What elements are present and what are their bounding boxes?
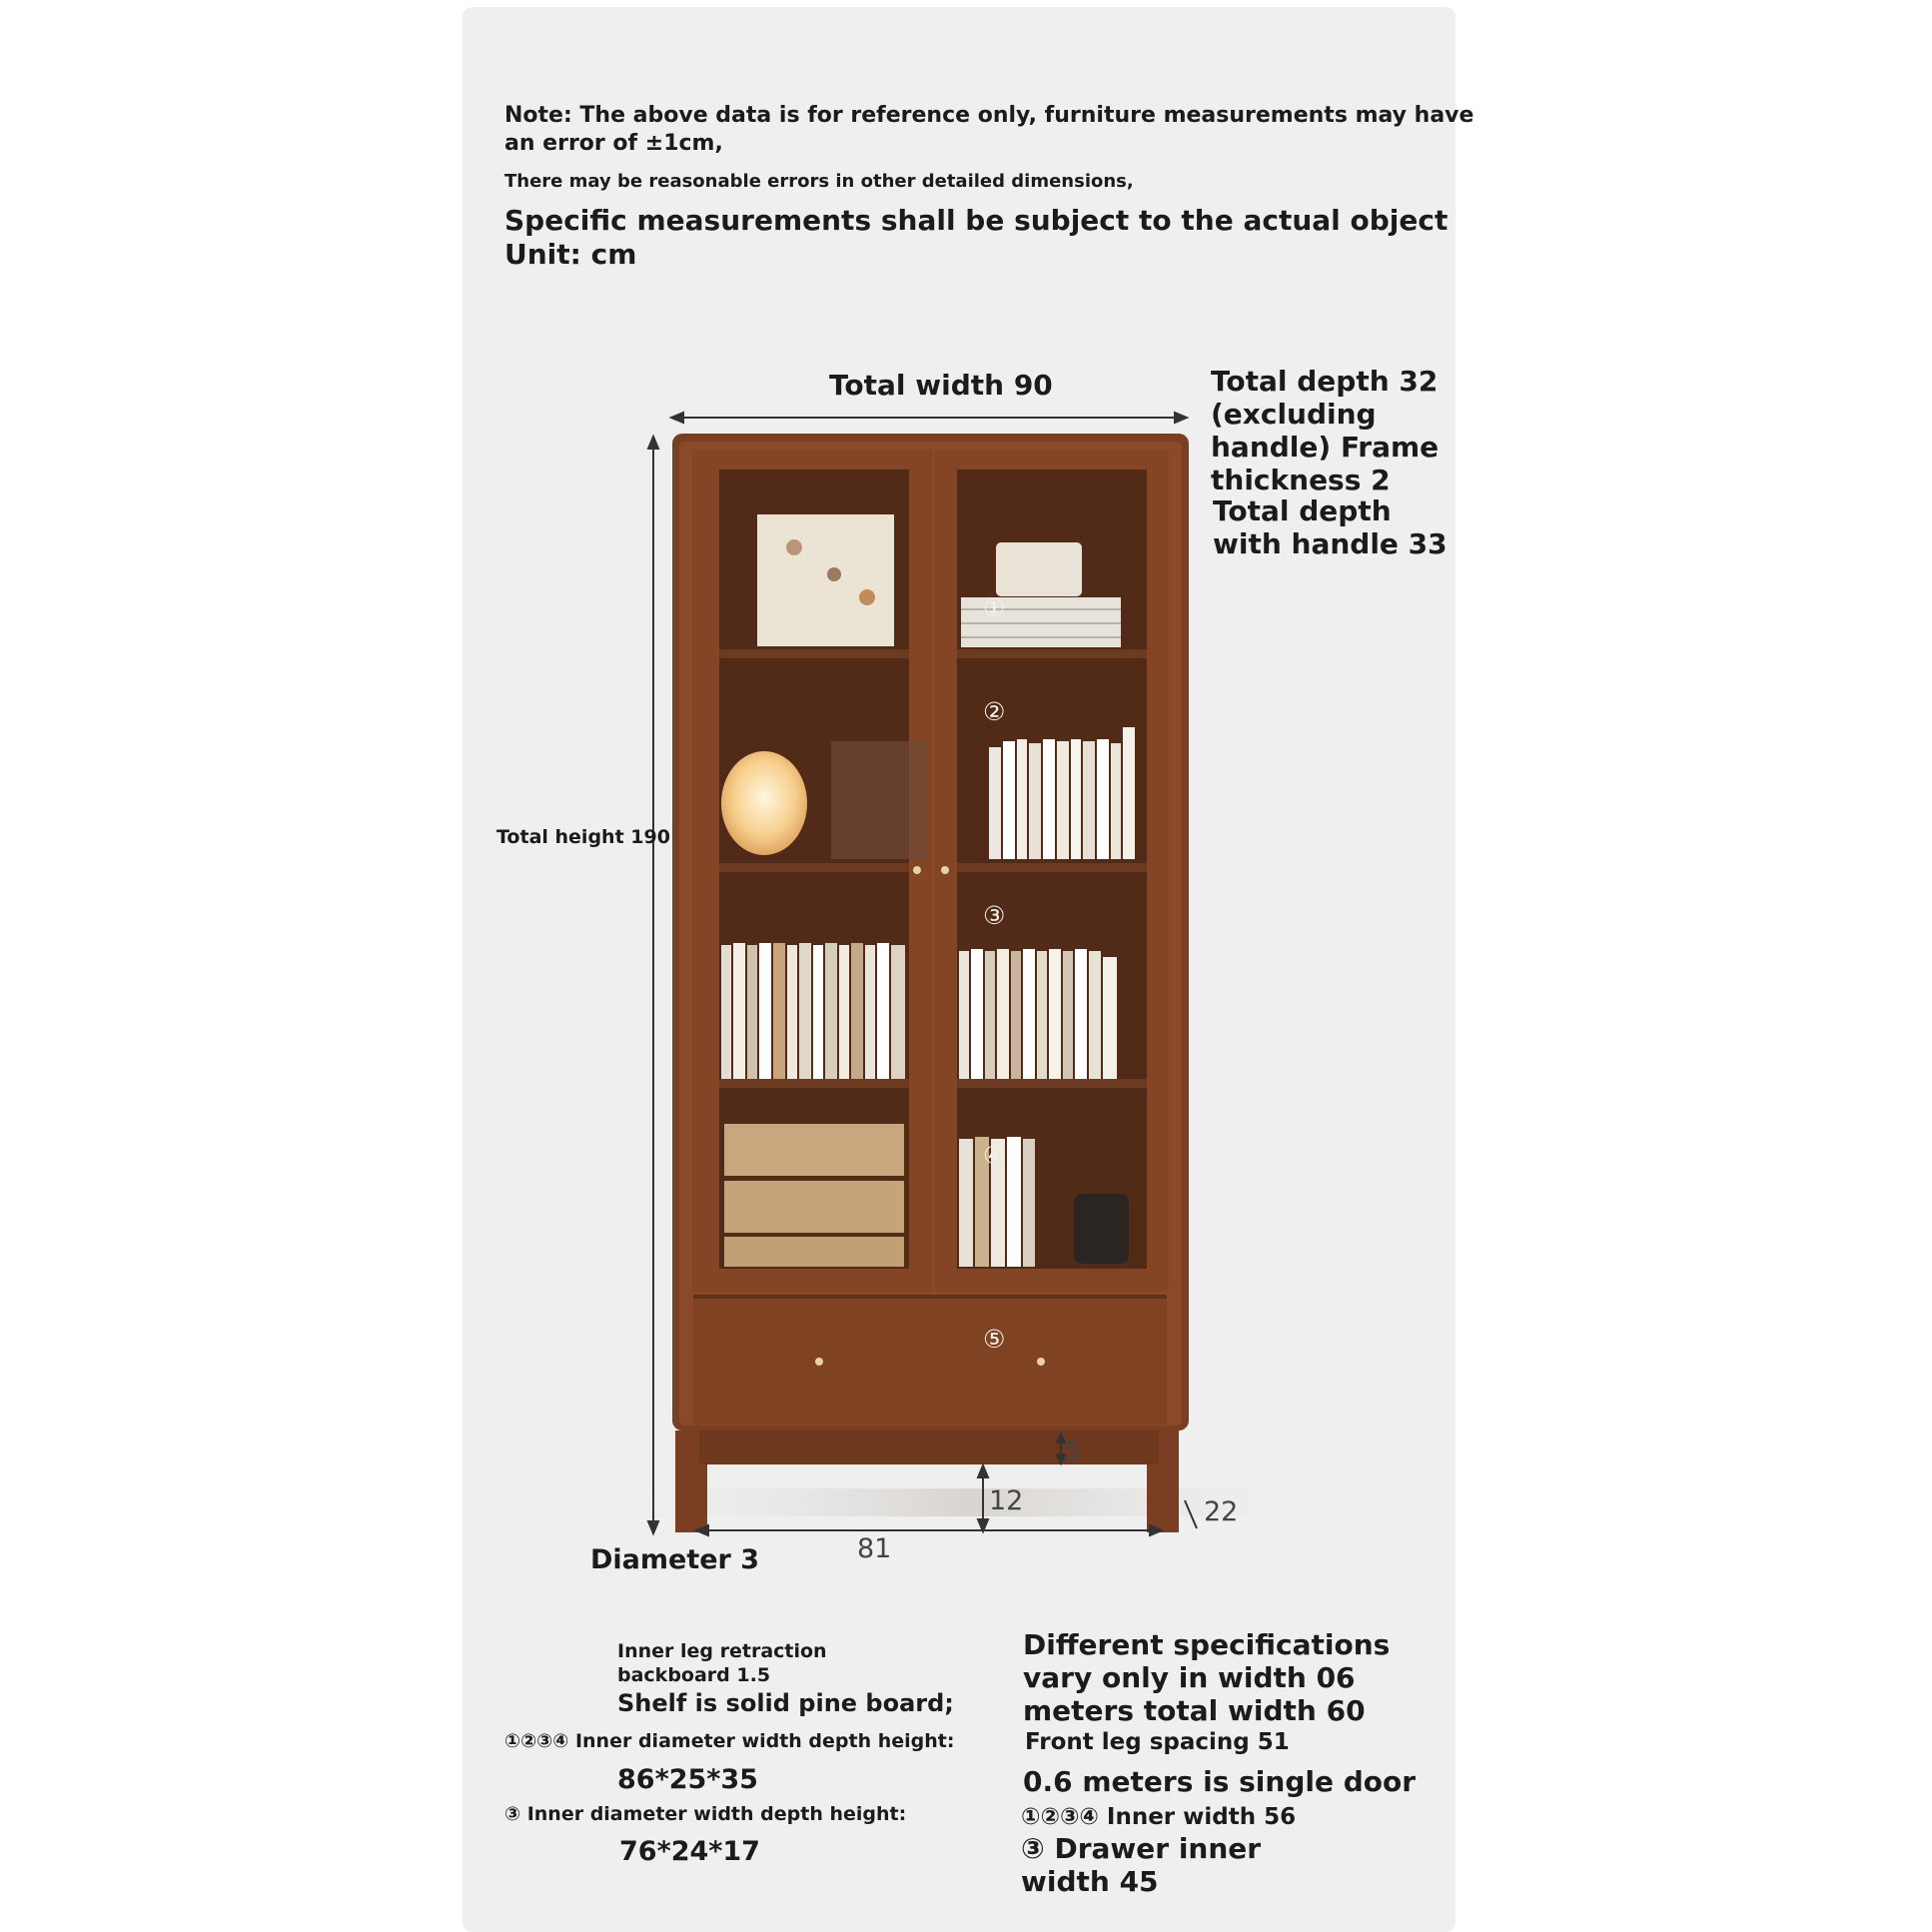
art-frame <box>757 514 894 646</box>
storage-boxes <box>724 1124 904 1267</box>
radio <box>996 542 1082 596</box>
specific-note: Specific measurements shall be subject to the actual object <box>504 204 1449 237</box>
shelf-marker-5: ⑤ <box>983 1325 1006 1354</box>
shelf-marker-3: ③ <box>983 901 1006 930</box>
spec-right-line-3: meters total width 60 <box>1023 1694 1366 1727</box>
base-rail-label: 5 <box>1063 1436 1081 1466</box>
depth-line-6: with handle 33 <box>1213 527 1448 560</box>
shelf-material-text: Shelf is solid pine board; <box>617 1689 954 1717</box>
spec-right-line-2: vary only in width 06 <box>1023 1661 1356 1694</box>
shelf-marker-2: ② <box>983 697 1006 726</box>
lamp <box>721 751 807 855</box>
spec-right-line-4: Front leg spacing 51 <box>1025 1729 1290 1755</box>
depth-line-1: Total depth 32 <box>1211 365 1439 398</box>
dark-jar <box>1074 1194 1129 1264</box>
inner-dim-label-2: ③ Inner diameter width depth height: <box>504 1803 907 1825</box>
total-height-label: Total height 190 <box>496 826 670 848</box>
inner-dim-value-2: 76*24*17 <box>619 1836 760 1867</box>
spec-right-line-7: ③ Drawer inner <box>1021 1832 1262 1865</box>
depth-line-4: thickness 2 <box>1211 464 1391 496</box>
depth-line-5: Total depth <box>1213 494 1392 527</box>
diameter-label: Diameter 3 <box>590 1544 760 1575</box>
books-shelf-2 <box>989 727 1135 859</box>
leg-depth-label: 22 <box>1204 1496 1239 1527</box>
depth-line-2: (excluding <box>1211 398 1377 431</box>
spec-right-line-5: 0.6 meters is single door <box>1023 1765 1417 1798</box>
leg-retraction-text: Inner leg retraction <box>617 1640 827 1662</box>
spec-right-line-8: width 45 <box>1021 1865 1159 1898</box>
inner-dim-label-1: ①②③④ Inner diameter width depth height: <box>504 1730 955 1752</box>
depth-line-3: handle) Frame <box>1211 431 1440 464</box>
errors-note: There may be reasonable errors in other detailed dimensions, <box>504 171 1134 192</box>
backboard-text: backboard 1.5 <box>617 1664 771 1686</box>
note-line-2: an error of ±1cm, <box>504 131 723 156</box>
shelf-marker-1: ① <box>983 593 1006 622</box>
drawer <box>693 1295 1167 1425</box>
leg-spacing-label: 81 <box>857 1533 892 1564</box>
unit-note: Unit: cm <box>504 238 637 271</box>
inner-dim-value-1: 86*25*35 <box>617 1764 758 1795</box>
spec-right-line-6: ①②③④ Inner width 56 <box>1021 1804 1297 1830</box>
shelf-marker-4: ④ <box>983 1141 1006 1170</box>
total-width-label: Total width 90 <box>829 369 1053 402</box>
spec-right-line-1: Different specifications <box>1023 1628 1391 1661</box>
base-rail <box>699 1431 1159 1464</box>
leg-height-label: 12 <box>989 1485 1024 1516</box>
note-line-1: Note: The above data is for reference only, furniture measurements may have <box>504 103 1474 128</box>
